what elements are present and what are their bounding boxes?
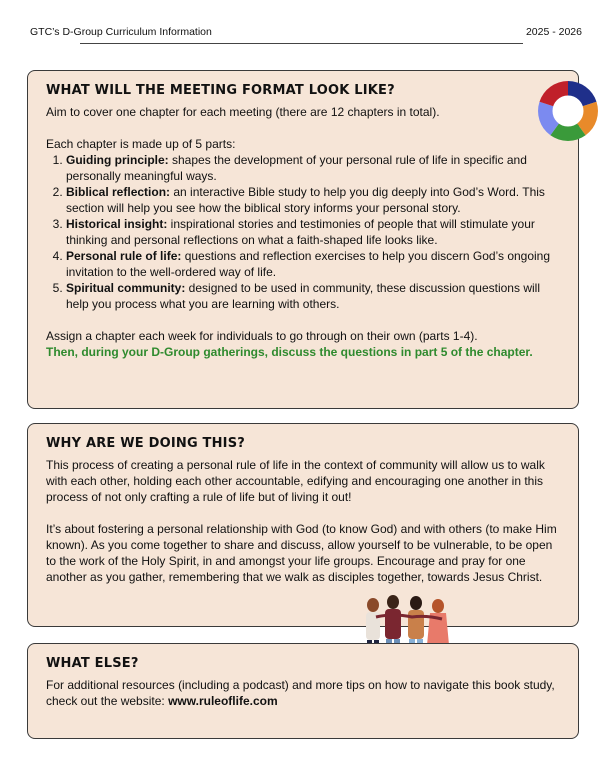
part-text: shapes the development of your personal rule of life in specific and personally meaningful ways. bbox=[66, 153, 527, 183]
part-term: Biblical reflection: bbox=[66, 185, 171, 199]
why-paragraph-2: It’s about fostering a personal relationship with God (to know God) and with others (to make Him known). As you come together to share and discuss, allow yourself to be vulnerable, to be open to the work of the Holy Spirit, in and amongst your life groups. Encourage and pray for one another as you gather, remembering that we walk as disciples together, towards Jesus Christ. bbox=[46, 522, 557, 584]
list-item bbox=[66, 216, 562, 248]
meeting-format-card bbox=[27, 70, 579, 409]
part-term: Historical insight: bbox=[66, 217, 168, 231]
header-divider bbox=[80, 43, 523, 44]
part-text: designed to be used in community, these discussion questions will help you process what you are learning with others. bbox=[66, 281, 540, 311]
what-else-heading: WHAT ELSE? bbox=[46, 656, 139, 671]
website-link[interactable]: www.ruleoflife.com bbox=[168, 694, 278, 708]
header-year-range: 2025 - 2026 bbox=[525, 26, 582, 38]
part-term: Personal rule of life: bbox=[66, 249, 182, 263]
part-term: Spiritual community: bbox=[66, 281, 186, 295]
header-title: GTC’s D-Group Curriculum Information bbox=[30, 26, 212, 38]
part-text: an interactive Bible study to help you dig deeply into God’s Word. This section will help you see how the biblical story informs your personal story. bbox=[66, 185, 545, 215]
part-text: questions and reflection exercises to help you discern God’s ongoing invitation to the well-ordered way of life. bbox=[66, 249, 551, 279]
list-item bbox=[66, 184, 562, 216]
why-paragraph-1: This process of creating a personal rule of life in the context of community will allow us to walk with each other, holding each other accountable, edifying and encouraging one another in this process of not only crafting a rule of life but of living it out! bbox=[46, 458, 545, 504]
assign-note: Assign a chapter each week for individuals to go through on their own (parts 1-4). bbox=[46, 329, 478, 343]
list-item bbox=[66, 152, 562, 184]
parts-intro: Each chapter is made up of 5 parts: bbox=[46, 137, 236, 151]
list-item bbox=[66, 248, 562, 280]
resources-text: For additional resources (including a podcast) and more tips on how to navigate this book study, check out the website: bbox=[46, 678, 555, 708]
why-heading: WHY ARE WE DOING THIS? bbox=[46, 436, 246, 451]
meeting-intro: Aim to cover one chapter for each meeting (there are 12 chapters in total). bbox=[46, 105, 440, 119]
what-else-card bbox=[27, 643, 579, 739]
gathering-highlight: Then, during your D-Group gatherings, discuss the questions in part 5 of the chapter. bbox=[46, 345, 533, 359]
list-item bbox=[66, 280, 562, 312]
what-else-text bbox=[46, 677, 562, 709]
donut-ring-icon bbox=[537, 80, 599, 142]
part-term: Guiding principle: bbox=[66, 153, 169, 167]
chapter-parts-list bbox=[46, 152, 562, 312]
meeting-format-heading: WHAT WILL THE MEETING FORMAT LOOK LIKE? bbox=[46, 83, 395, 98]
why-card bbox=[27, 423, 579, 627]
part-text: inspirational stories and testimonies of people that will stimulate your thinking and personal reflections on what a faith-shaped life looks like. bbox=[66, 217, 535, 247]
